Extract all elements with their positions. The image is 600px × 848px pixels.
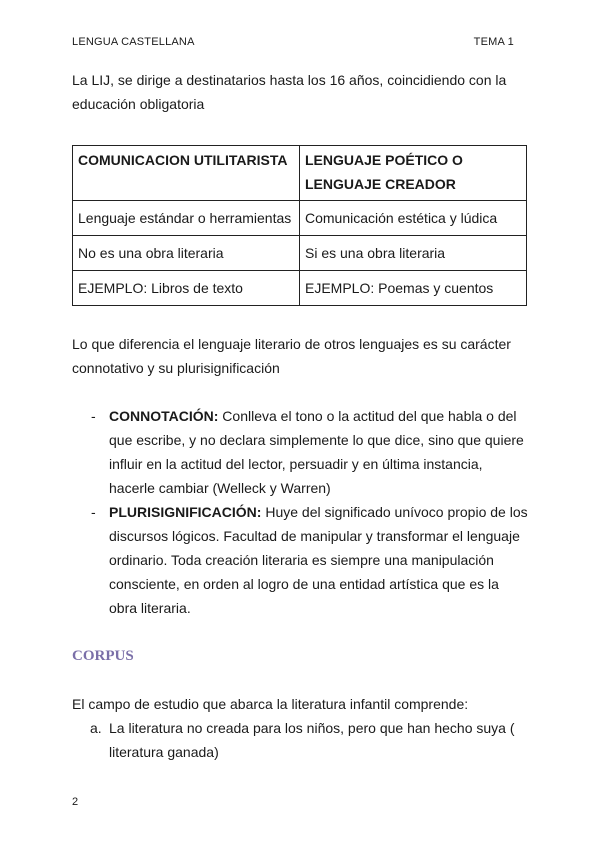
table-header-row [73, 146, 527, 201]
dash-bullet: - [91, 408, 96, 424]
table-cell: EJEMPLO: Libros de texto [73, 271, 300, 306]
table-header-cell: LENGUAJE POÉTICO O LENGUAJE CREADOR [300, 146, 527, 201]
table-cell: Si es una obra literaria [300, 236, 527, 271]
list-item [72, 500, 528, 620]
campo-paragraph: El campo de estudio que abarca la literatura infantil comprende: [72, 696, 469, 712]
page-content [72, 68, 528, 764]
intro-paragraph: La LIJ, se dirige a destinatarios hasta los 16 años, coincidiendo con la educación obligatoria [72, 72, 507, 112]
header-topic: TEMA 1 [473, 36, 514, 48]
difference-paragraph: Lo que diferencia el lenguaje literario de otros lenguajes es su carácter connotativo y su plurisignificación [72, 336, 511, 376]
table-cell: Lenguaje estándar o herramientas [73, 201, 300, 236]
definition-text: Conlleva el tono o la actitud del que habla o del que escribe, y no declara simplemente lo que dice, sino que quiere influir en la actitud del lector, persuadir y en última instancia, hacerle cambiar (Welleck y Warren) [109, 408, 524, 496]
definitions-list [72, 404, 528, 620]
table-cell: No es una obra literaria [73, 236, 300, 271]
table-cell: EJEMPLO: Poemas y cuentos [300, 271, 527, 306]
table-row [73, 236, 527, 271]
definition-text: Huye del significado unívoco propio de los discursos lógicos. Facultad de manipular y transformar el lenguaje ordinario. Toda creación literaria es siempre una manipulación consciente, en orden al logro de una entidad artística que es la obra literaria. [109, 504, 528, 616]
definition-term: PLURISIGNIFICACIÓN: [109, 504, 262, 520]
table-cell: Comunicación estética y lúdica [300, 201, 527, 236]
list-item-text: La literatura no creada para los niños, pero que han hecho suya ( literatura ganada) [109, 720, 515, 760]
list-item [72, 404, 528, 500]
dash-bullet: - [91, 504, 96, 520]
definition-term: CONNOTACIÓN: [109, 408, 219, 424]
table-row [73, 201, 527, 236]
table-header-cell: COMUNICACION UTILITARISTA [73, 146, 300, 201]
corpus-list [72, 716, 528, 764]
comparison-table [72, 145, 527, 306]
table-row [73, 271, 527, 306]
list-marker: a. [90, 720, 102, 736]
corpus-heading: CORPUS [72, 648, 134, 664]
page-number: 2 [72, 796, 79, 808]
header-subject: LENGUA CASTELLANA [72, 36, 195, 48]
list-item [72, 716, 528, 764]
